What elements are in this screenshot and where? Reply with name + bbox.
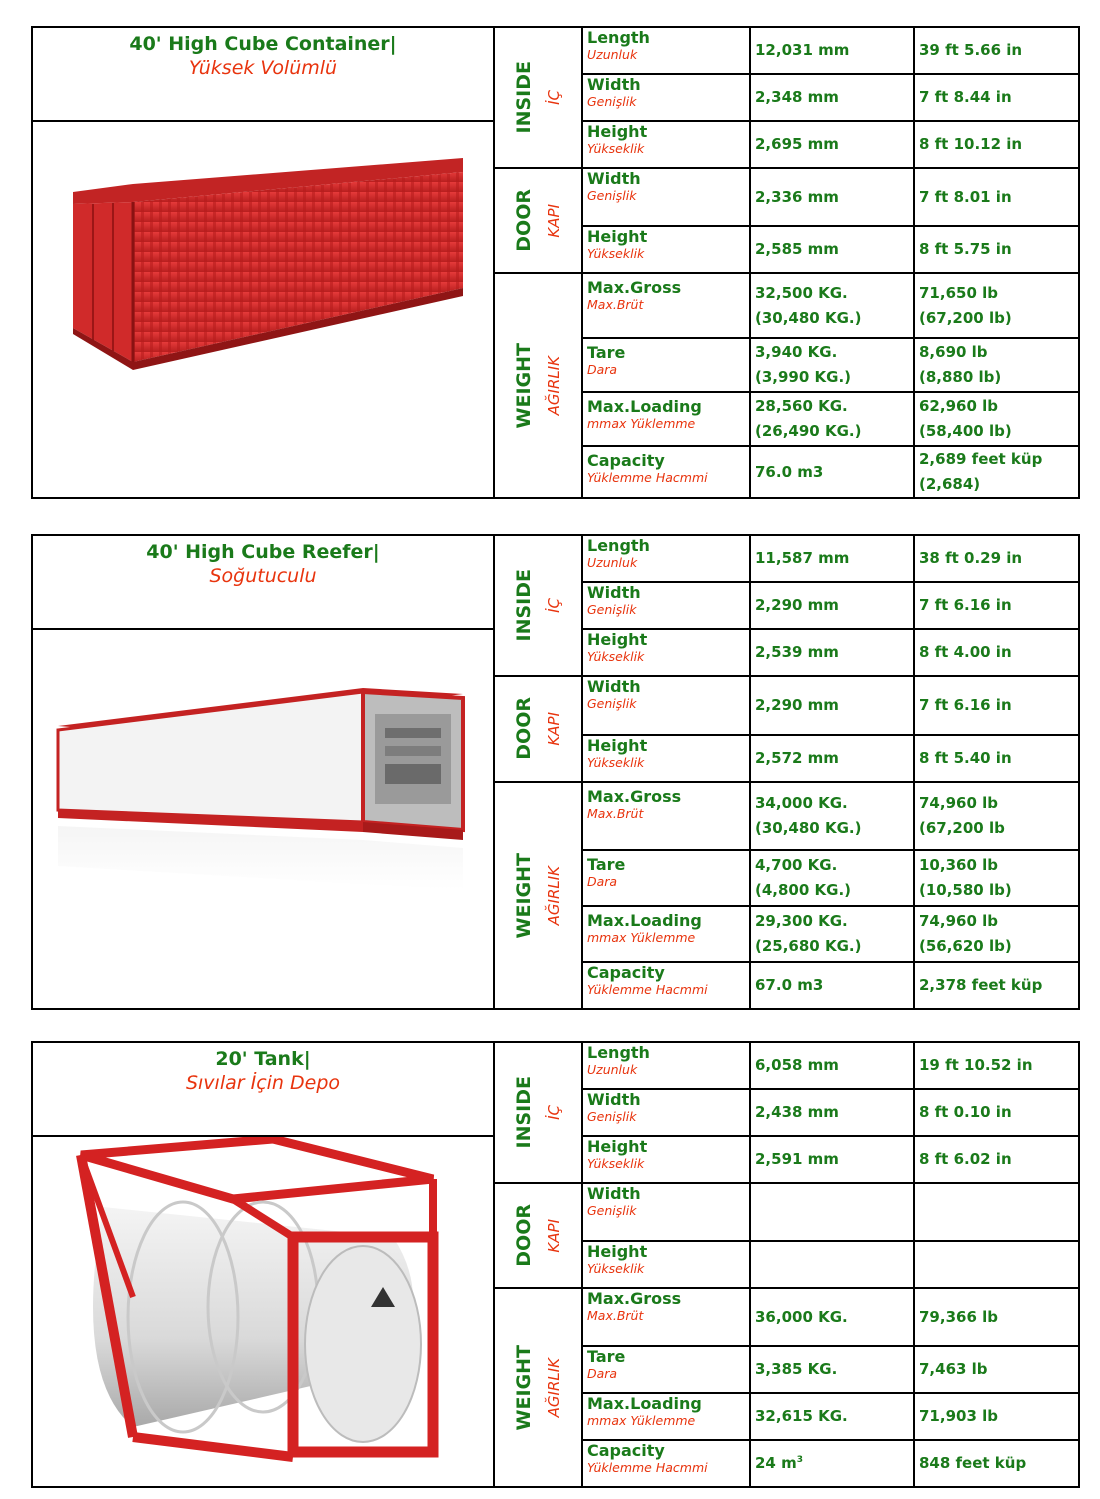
metric-value: 2,336 mm: [750, 168, 914, 226]
inside-label-tr: İÇ: [545, 90, 563, 105]
spec-label: Length Uzunluk: [582, 535, 750, 582]
metric-value: 2,591 mm: [750, 1136, 914, 1183]
door-group: [494, 1183, 582, 1288]
spec-label: Max.Gross Max.Brüt: [582, 782, 750, 851]
inside-label: INSIDE: [513, 61, 535, 134]
spec-label: Tare Dara: [582, 338, 750, 392]
metric-value: [750, 1183, 914, 1241]
imperial-value: 8 ft 6.02 in: [914, 1136, 1079, 1183]
imperial-value: 848 feet küp: [914, 1440, 1079, 1487]
inside-label-tr: İÇ: [545, 1105, 563, 1120]
door-group: [494, 168, 582, 273]
spec-label: Width Genişlik: [582, 1183, 750, 1241]
imperial-value: 7,463 lb: [914, 1346, 1079, 1393]
container-subtitle: Yüksek Volümlü: [188, 57, 338, 79]
spec-label: Height Yükseklik: [582, 121, 750, 168]
container-image: [32, 121, 494, 498]
spec-label: Max.Gross Max.Brüt: [582, 1288, 750, 1346]
metric-value: 29,300 KG. (25,680 KG.): [750, 906, 914, 962]
weight-label-tr: AĞIRLIK: [545, 1357, 563, 1418]
weight-label-tr: AĞIRLIK: [545, 865, 563, 925]
imperial-value: 71,650 lb (67,200 lb): [914, 273, 1079, 338]
metric-value: 12,031 mm: [750, 27, 914, 74]
imperial-value: 19 ft 10.52 in: [914, 1042, 1079, 1089]
weight-label-tr: AĞIRLIK: [545, 355, 563, 416]
spec-label: Width Genişlik: [582, 582, 750, 629]
spec-label: Tare Dara: [582, 1346, 750, 1393]
metric-value: 67.0 m3: [750, 962, 914, 1009]
container-subtitle: Sıvılar İçin Depo: [185, 1072, 341, 1094]
imperial-value: 71,903 lb: [914, 1393, 1079, 1440]
spec-label: Width Genişlik: [582, 168, 750, 226]
metric-value: 3,385 KG.: [750, 1346, 914, 1393]
spec-label: Width Genişlik: [582, 1089, 750, 1136]
spec-label: Max.Loading mmax Yüklemme: [582, 392, 750, 446]
metric-value: 4,700 KG. (4,800 KG.): [750, 850, 914, 906]
spec-label: Length Uzunluk: [582, 27, 750, 74]
door-label-tr: KAPI: [545, 711, 563, 746]
spec-label: Capacity Yüklemme Hacmmi: [582, 962, 750, 1009]
spec-label: Max.Gross Max.Brüt: [582, 273, 750, 338]
metric-value: 24 $m^3$: [750, 1440, 914, 1487]
inside-group: [494, 1042, 582, 1183]
metric-value: 2,572 mm: [750, 735, 914, 782]
imperial-value: 7 ft 8.44 in: [914, 74, 1079, 121]
container-spec-block: [31, 1041, 1078, 1488]
spec-label: Capacity Yüklemme Hacmmi: [582, 446, 750, 498]
metric-value: 34,000 KG. (30,480 KG.): [750, 782, 914, 851]
container-image: [32, 1136, 494, 1487]
imperial-value: 7 ft 6.16 in: [914, 676, 1079, 735]
superscript: 3: [796, 1455, 803, 1465]
door-label: DOOR: [513, 189, 535, 252]
spec-label: Width Genişlik: [582, 74, 750, 121]
imperial-value: 8 ft 5.75 in: [914, 226, 1079, 273]
container-title: 40' High Cube Reefer|: [146, 541, 380, 563]
spec-label: Length Uzunluk: [582, 1042, 750, 1089]
weight-group: [494, 273, 582, 498]
door-label: DOOR: [513, 1204, 535, 1267]
container-spec-block: [31, 26, 1078, 499]
tank-container-icon: [33, 1137, 491, 1486]
white-reefer-container-icon: [33, 630, 491, 1008]
inside-group: [494, 535, 582, 676]
metric-value: 2,290 mm: [750, 676, 914, 735]
imperial-value: 74,960 lb (56,620 lb): [914, 906, 1079, 962]
imperial-value: 8 ft 4.00 in: [914, 629, 1079, 676]
weight-group: [494, 782, 582, 1010]
imperial-value: 79,366 lb: [914, 1288, 1079, 1346]
spec-label: Tare Dara: [582, 850, 750, 906]
spec-label: Height Yükseklik: [582, 735, 750, 782]
container-title: 20' Tank|: [215, 1048, 311, 1070]
spec-label: Width Genişlik: [582, 676, 750, 735]
spec-label: Height Yükseklik: [582, 629, 750, 676]
imperial-value: 10,360 lb (10,580 lb): [914, 850, 1079, 906]
imperial-value: 74,960 lb (67,200 lb: [914, 782, 1079, 851]
imperial-value: 8 ft 5.40 in: [914, 735, 1079, 782]
spec-label: Height Yükseklik: [582, 226, 750, 273]
metric-value: 3,940 KG. (3,990 KG.): [750, 338, 914, 392]
metric-value: 6,058 mm: [750, 1042, 914, 1089]
spec-label: Capacity Yüklemme Hacmmi: [582, 1440, 750, 1487]
door-label-tr: KAPI: [545, 1218, 563, 1253]
door-group: [494, 676, 582, 782]
metric-value: 2,348 mm: [750, 74, 914, 121]
door-label-tr: KAPI: [545, 203, 563, 238]
spec-label: Height Yükseklik: [582, 1241, 750, 1288]
imperial-value: 8 ft 10.12 in: [914, 121, 1079, 168]
weight-label: WEIGHT: [513, 342, 535, 429]
metric-value: 2,290 mm: [750, 582, 914, 629]
spec-label: Height Yükseklik: [582, 1136, 750, 1183]
inside-label: INSIDE: [513, 569, 535, 642]
inside-group: [494, 27, 582, 168]
container-image: [32, 629, 494, 1009]
door-label: DOOR: [513, 697, 535, 761]
imperial-value: [914, 1183, 1079, 1241]
imperial-value: 7 ft 8.01 in: [914, 168, 1079, 226]
container-spec-block: [31, 534, 1078, 1010]
container-title: 40' High Cube Container|: [129, 33, 397, 55]
metric-value: 2,438 mm: [750, 1089, 914, 1136]
spec-label: Max.Loading mmax Yüklemme: [582, 1393, 750, 1440]
block-title: [32, 535, 494, 629]
imperial-value: 62,960 lb (58,400 lb): [914, 392, 1079, 446]
metric-value: 2,585 mm: [750, 226, 914, 273]
metric-value: 2,695 mm: [750, 121, 914, 168]
imperial-value: [914, 1241, 1079, 1288]
metric-value: 11,587 mm: [750, 535, 914, 582]
imperial-value: 39 ft 5.66 in: [914, 27, 1079, 74]
metric-value: 28,560 KG. (26,490 KG.): [750, 392, 914, 446]
metric-value: 32,500 KG. (30,480 KG.): [750, 273, 914, 338]
imperial-value: 2,689 feet küp (2,684): [914, 446, 1079, 498]
block-title: [32, 27, 494, 121]
metric-value: 2,539 mm: [750, 629, 914, 676]
imperial-value: 2,378 feet küp: [914, 962, 1079, 1009]
imperial-value: 7 ft 6.16 in: [914, 582, 1079, 629]
metric-value: 36,000 KG.: [750, 1288, 914, 1346]
spec-label: Max.Loading mmax Yüklemme: [582, 906, 750, 962]
imperial-value: 8,690 lb (8,880 lb): [914, 338, 1079, 392]
inside-label-tr: İÇ: [545, 598, 563, 613]
weight-group: [494, 1288, 582, 1487]
block-title: [32, 1042, 494, 1136]
metric-value: 76.0 m3: [750, 446, 914, 498]
metric-value: 32,615 KG.: [750, 1393, 914, 1440]
metric-value: [750, 1241, 914, 1288]
weight-label: WEIGHT: [513, 1344, 535, 1431]
inside-label: INSIDE: [513, 1076, 535, 1149]
container-subtitle: Soğutuculu: [209, 565, 317, 587]
imperial-value: 38 ft 0.29 in: [914, 535, 1079, 582]
imperial-value: 8 ft 0.10 in: [914, 1089, 1079, 1136]
weight-label: WEIGHT: [513, 852, 535, 938]
red-dry-container-icon: [33, 122, 491, 497]
